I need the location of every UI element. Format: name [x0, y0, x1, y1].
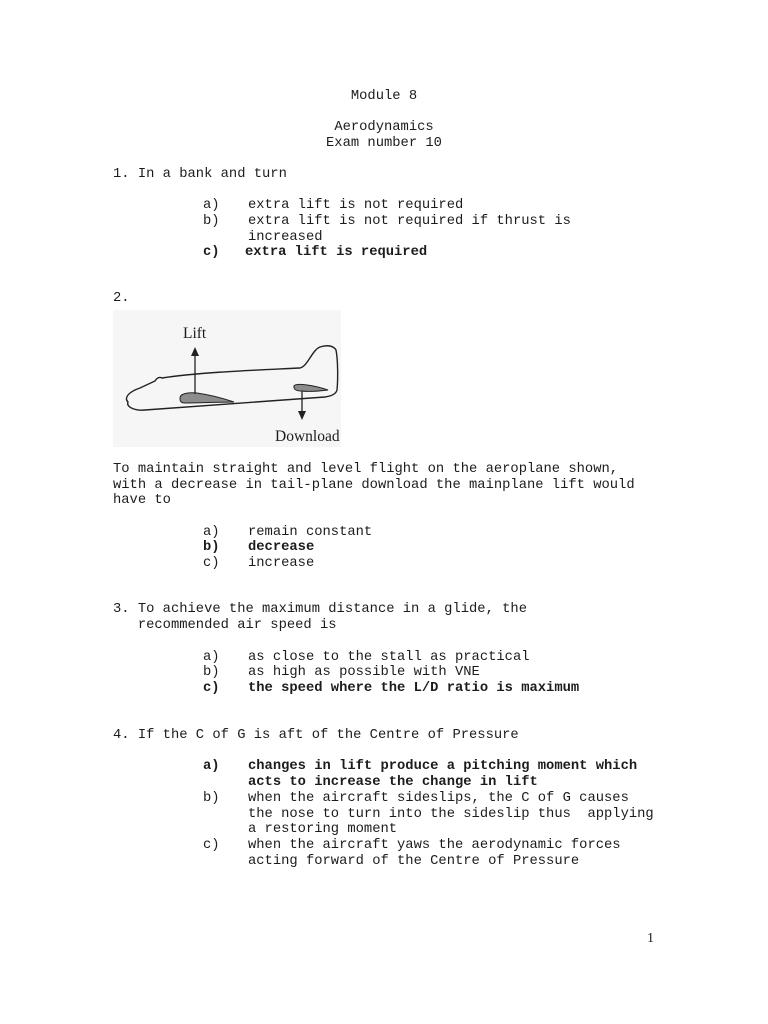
question-stem: 3. To achieve the maximum distance in a glide, the recommended air speed is: [113, 602, 527, 633]
option-text: when the aircraft yaws the aerodynamic forces acting forward of the Centre of Pressure: [248, 838, 621, 869]
option-text: as close to the stall as practical: [248, 650, 530, 665]
option-label: b): [203, 791, 220, 806]
option-a: [203, 650, 530, 666]
lift-label: Lift: [183, 325, 207, 342]
download-arrow: [298, 391, 306, 420]
option-a: [203, 759, 637, 790]
option-label: b): [203, 665, 220, 680]
lift-arrow: [191, 347, 199, 394]
option-label: a): [203, 525, 220, 540]
download-label: Download: [275, 428, 340, 445]
option-label: c): [203, 245, 220, 260]
question-number: 2.: [113, 291, 130, 306]
option-b: [203, 540, 314, 556]
option-text: extra lift is not required if thrust is increased: [248, 214, 571, 245]
option-label: a): [203, 198, 220, 213]
option-label: c): [203, 556, 220, 571]
option-b: [203, 214, 571, 245]
option-text: decrease: [248, 540, 315, 555]
option-text: when the aircraft sideslips, the C of G causes the nose to turn into the sideslip thus applying a restoring moment: [248, 791, 654, 838]
question-stem: 1. In a bank and turn: [113, 167, 287, 182]
aeroplane-figure: [113, 310, 341, 447]
fuselage-outline: [127, 346, 338, 410]
option-a: [203, 198, 463, 214]
option-label: a): [203, 759, 220, 774]
option-c: [203, 245, 427, 261]
option-text: extra lift is required: [245, 245, 428, 260]
option-label: a): [203, 650, 220, 665]
main-wing: [180, 393, 234, 403]
option-text: as high as possible with VNE: [248, 665, 480, 680]
module-title: Module 8: [350, 89, 418, 104]
option-a: [203, 525, 372, 541]
option-label: c): [203, 838, 220, 853]
option-c: [203, 556, 314, 572]
option-b: [203, 665, 480, 681]
option-text: the speed where the L/D ratio is maximum: [248, 681, 580, 696]
question-stem: 4. If the C of G is aft of the Centre of Pressure: [113, 728, 519, 743]
option-label: c): [203, 681, 220, 696]
option-c: [203, 838, 621, 869]
subject-title: Aerodynamics: [334, 120, 434, 135]
option-b: [203, 791, 654, 838]
page-number: 1: [647, 931, 654, 946]
question-stem: To maintain straight and level flight on the aeroplane shown, with a decrease in tail-plane download the mainplane lift would have to: [113, 462, 635, 509]
option-text: remain constant: [248, 525, 373, 540]
option-text: extra lift is not required: [248, 198, 464, 213]
option-label: b): [203, 214, 220, 229]
option-text: increase: [248, 556, 315, 571]
option-c: [203, 681, 579, 697]
tail-plane: [294, 384, 328, 391]
exam-number: Exam number 10: [326, 136, 442, 151]
option-label: b): [203, 540, 220, 555]
option-text: changes in lift produce a pitching moment which acts to increase the change in lift: [248, 759, 638, 790]
